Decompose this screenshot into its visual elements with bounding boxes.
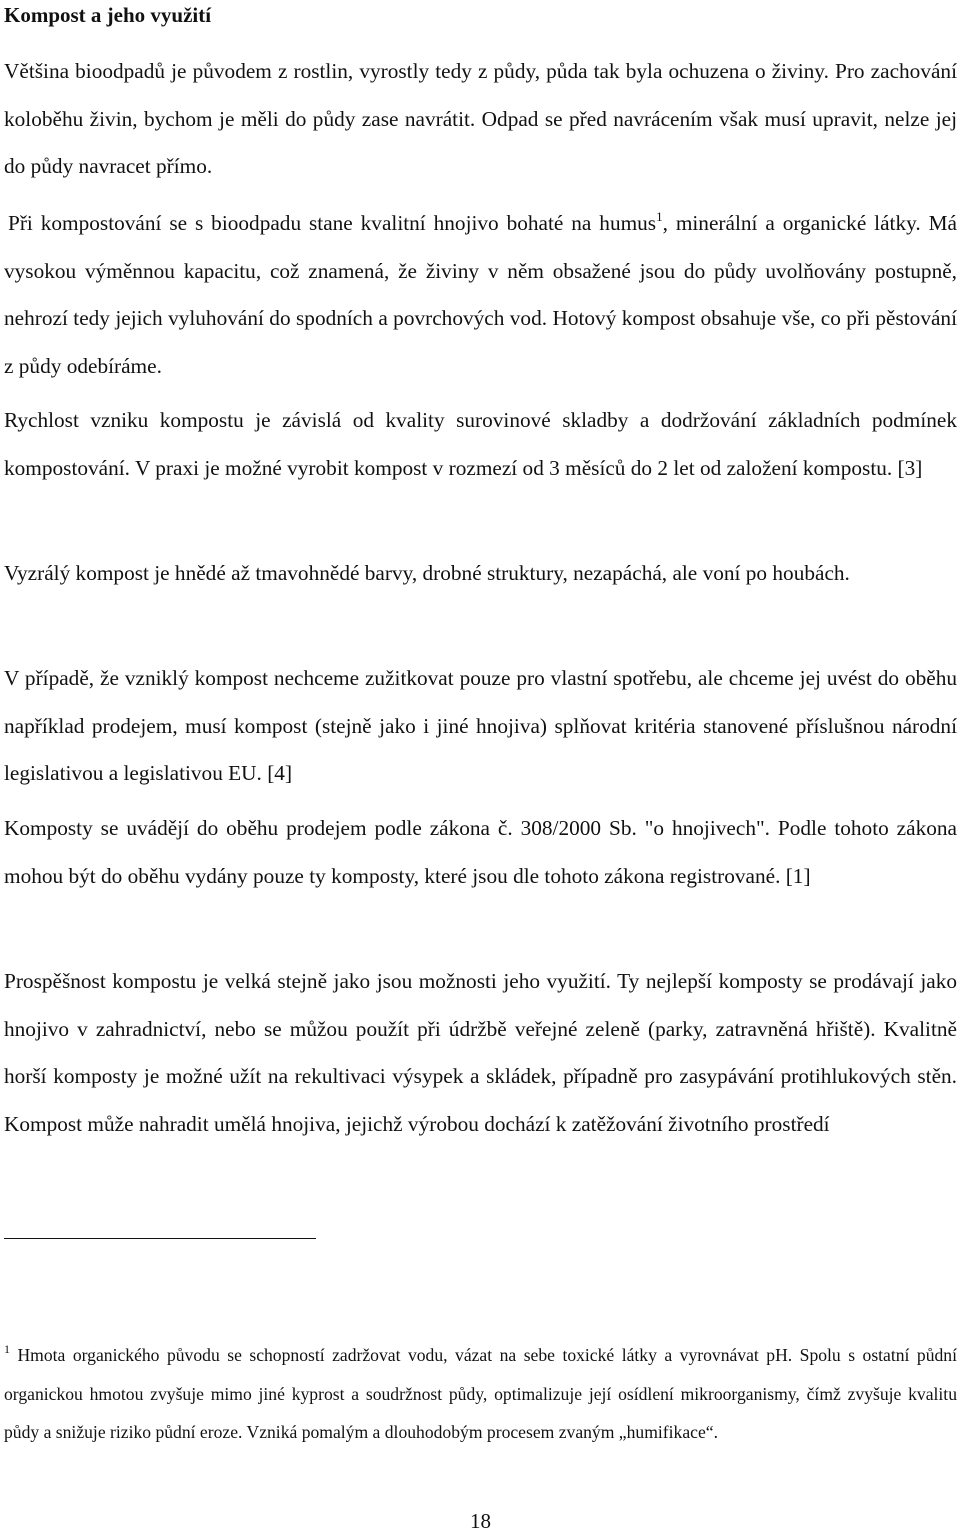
paragraph-5: V případě, že vzniklý kompost nechceme zužitkovat pouze pro vlastní spotřebu, ale chceme jej uvést do oběhu například prodejem, musí kompost (stejně jako i jiné hnojiva) splňovat kritéria stanovené příslušnou národní legislativou a legislativou EU. [4] <box>4 666 957 785</box>
paragraph-2-text-before: Při kompostování se s bioodpadu stane kvalitní hnojivo bohaté na humus <box>8 211 657 235</box>
paragraph-7: Prospěšnost kompostu je velká stejně jako jsou možnosti jeho využití. Ty nejlepší komposty se prodávají jako hnojivo v zahradnictví, nebo se můžou použít při údržbě veřejné zeleně (parky, zatravněná hřiště). Kvalitně horší komposty je možné užít na rekultivaci výsypek a skládek, případně pro zasypávání protihlukových stěn. Kompost může nahradit umělá hnojiva, jejichž výrobou dochází k zatěžování životního prostředí <box>4 969 957 1136</box>
paragraph-1: Většina bioodpadů je původem z rostlin, vyrostly tedy z půdy, půda tak byla ochuzena o živiny. Pro zachování koloběhu živin, bychom je měli do půdy zase navrátit. Odpad se před navrácením však musí upravit, nelze jej do půdy navracet přímo. <box>4 59 957 178</box>
footnote-reference: 1 <box>656 209 663 224</box>
paragraph-2-text-after: , minerální a organické látky. Má vysokou výměnnou kapacitu, což znamená, že živiny v něm obsažené jsou do půdy uvolňovány postupně, nehrozí tedy jejich vyluhování do spodních a povrchových vod. Hotový kompost obsahuje vše, co při pěstování z půdy odebíráme. <box>4 211 957 378</box>
paragraph-4: Vyzrálý kompost je hnědé až tmavohnědé barvy, drobné struktury, nezapáchá, ale voní po houbách. <box>4 561 850 585</box>
paragraph-6: Komposty se uvádějí do oběhu prodejem podle zákona č. 308/2000 Sb. "o hnojivech". Podle tohoto zákona mohou být do oběhu vydány pouze ty komposty, které jsou dle tohoto zákona registrované. [1] <box>4 816 957 888</box>
footnote-text: Hmota organického původu se schopností zadržovat vodu, vázat na sebe toxické látky a vyrovnávat pH. Spolu s ostatní půdní organickou hmotou zvyšuje mimo jiné kyprost a soudržnost půdy, optimalizuje její osídlení mikroorganismy, čímž zvyšuje kvalitu půdy a snižuje riziko půdní eroze. Vzniká pomalým a dlouhodobým procesem zvaným „humifikace“. <box>4 1345 957 1443</box>
page-number: 18 <box>470 1509 491 1533</box>
section-heading: Kompost a jeho využití <box>4 3 212 27</box>
paragraph-3: Rychlost vzniku kompostu je závislá od kvality surovinové skladby a dodržování základních podmínek kompostování. V praxi je možné vyrobit kompost v rozmezí od 3 měsíců do 2 let od založení kompostu. [3] <box>4 408 957 480</box>
footnote <box>4 1336 957 1452</box>
footnote-marker: 1 <box>4 1342 10 1356</box>
footnote-separator <box>4 1238 316 1239</box>
paragraph-2 <box>4 200 957 390</box>
